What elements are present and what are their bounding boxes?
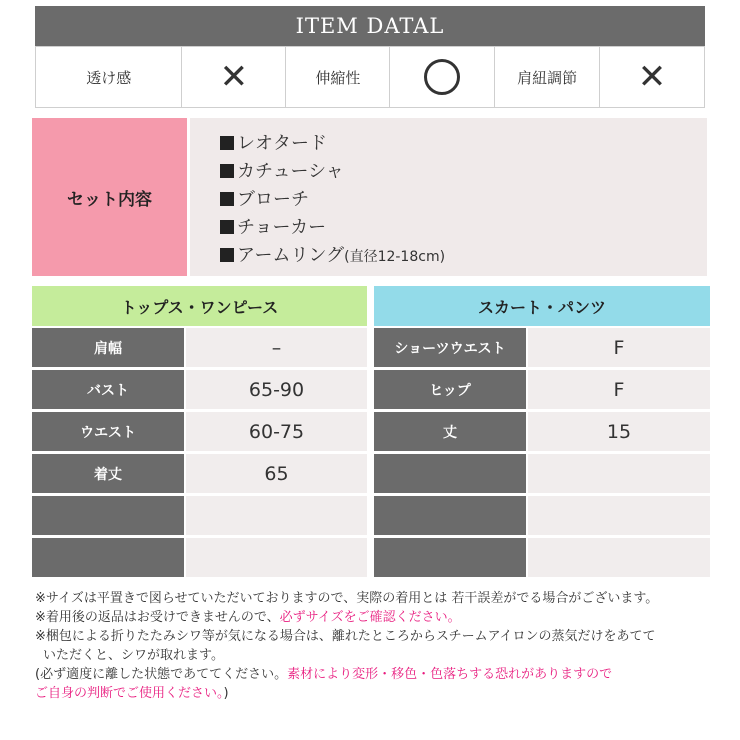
square-bullet-icon bbox=[220, 136, 234, 150]
feature-label-stretch: 伸縮性 bbox=[286, 47, 390, 107]
set-item: アームリング(直径12-18cm) bbox=[220, 242, 707, 271]
bottoms-row-value bbox=[528, 538, 710, 577]
header-title: ITEM DATAL bbox=[295, 14, 445, 38]
square-bullet-icon bbox=[220, 192, 234, 206]
set-item: レオタード bbox=[220, 130, 707, 158]
set-item: カチューシャ bbox=[220, 158, 707, 186]
bottoms-row-label: ショーツウエスト bbox=[374, 328, 526, 367]
cross-icon: ✕ bbox=[637, 57, 667, 97]
bottoms-row-label bbox=[374, 454, 526, 493]
tops-row-value bbox=[186, 538, 367, 577]
bottoms-row-value: F bbox=[528, 328, 710, 367]
note-line: (必ず適度に離した状態であててください。素材により変形・移色・色落ちする恐れがありますので bbox=[35, 667, 613, 682]
note-highlight: 必ずサイズをご確認ください。 bbox=[279, 610, 461, 625]
square-bullet-icon bbox=[220, 220, 234, 234]
feature-row bbox=[35, 46, 705, 108]
note-line: ※着用後の返品はお受けできませんので、必ずサイズをご確認ください。 bbox=[35, 610, 461, 625]
bottoms-row-value: F bbox=[528, 370, 710, 409]
tops-row-label: バスト bbox=[32, 370, 184, 409]
feature-label-sheer: 透け感 bbox=[36, 47, 182, 107]
tops-table-header: トップス・ワンピース bbox=[32, 286, 367, 326]
feature-value-strap bbox=[600, 47, 704, 107]
square-bullet-icon bbox=[220, 248, 234, 262]
set-contents-list bbox=[190, 118, 707, 276]
tops-row-value: – bbox=[186, 328, 367, 367]
note-line: ご自身の判断でご使用ください。) bbox=[35, 686, 229, 701]
tops-row-value: 65 bbox=[186, 454, 367, 493]
set-item: チョーカー bbox=[220, 214, 707, 242]
tops-row-label bbox=[32, 538, 184, 577]
bottoms-row-label bbox=[374, 538, 526, 577]
bottoms-row-value bbox=[528, 496, 710, 535]
tops-row-value: 60-75 bbox=[186, 412, 367, 451]
bottoms-row-label: 丈 bbox=[374, 412, 526, 451]
set-item: ブローチ bbox=[220, 186, 707, 214]
tops-row-label: 肩幅 bbox=[32, 328, 184, 367]
note-highlight: 素材により変形・移色・色落ちする恐れがありますので bbox=[287, 667, 613, 682]
circle-icon bbox=[424, 59, 460, 95]
note-highlight: ご自身の判断でご使用ください。 bbox=[35, 686, 224, 701]
tops-row-value bbox=[186, 496, 367, 535]
feature-value-sheer bbox=[182, 47, 286, 107]
care-notes bbox=[35, 589, 725, 703]
feature-value-stretch bbox=[390, 47, 495, 107]
note-line: いただくと、シワが取れます。 bbox=[43, 648, 224, 663]
cross-icon: ✕ bbox=[219, 57, 249, 97]
set-item-note: (直径12-18cm) bbox=[344, 249, 446, 265]
note-line: ※梱包による折りたたみシワ等が気になる場合は、離れたところからスチームアイロンの蒸気だけをあてて bbox=[35, 629, 656, 644]
tops-row-label bbox=[32, 496, 184, 535]
tops-row-value: 65-90 bbox=[186, 370, 367, 409]
note-line: ※サイズは平置きで図らせていただいておりますので、実際の着用とは 若干誤差がでる場合がございます。 bbox=[35, 591, 659, 606]
square-bullet-icon bbox=[220, 164, 234, 178]
feature-label-strap: 肩紐調節 bbox=[495, 47, 600, 107]
bottoms-row-label bbox=[374, 496, 526, 535]
tops-row-label: ウエスト bbox=[32, 412, 184, 451]
tops-row-label: 着丈 bbox=[32, 454, 184, 493]
set-contents-label: セット内容 bbox=[32, 118, 187, 276]
bottoms-table-header: スカート・パンツ bbox=[374, 286, 710, 326]
bottoms-row-value bbox=[528, 454, 710, 493]
bottoms-row-value: 15 bbox=[528, 412, 710, 451]
item-detail-header bbox=[35, 6, 705, 46]
bottoms-row-label: ヒップ bbox=[374, 370, 526, 409]
